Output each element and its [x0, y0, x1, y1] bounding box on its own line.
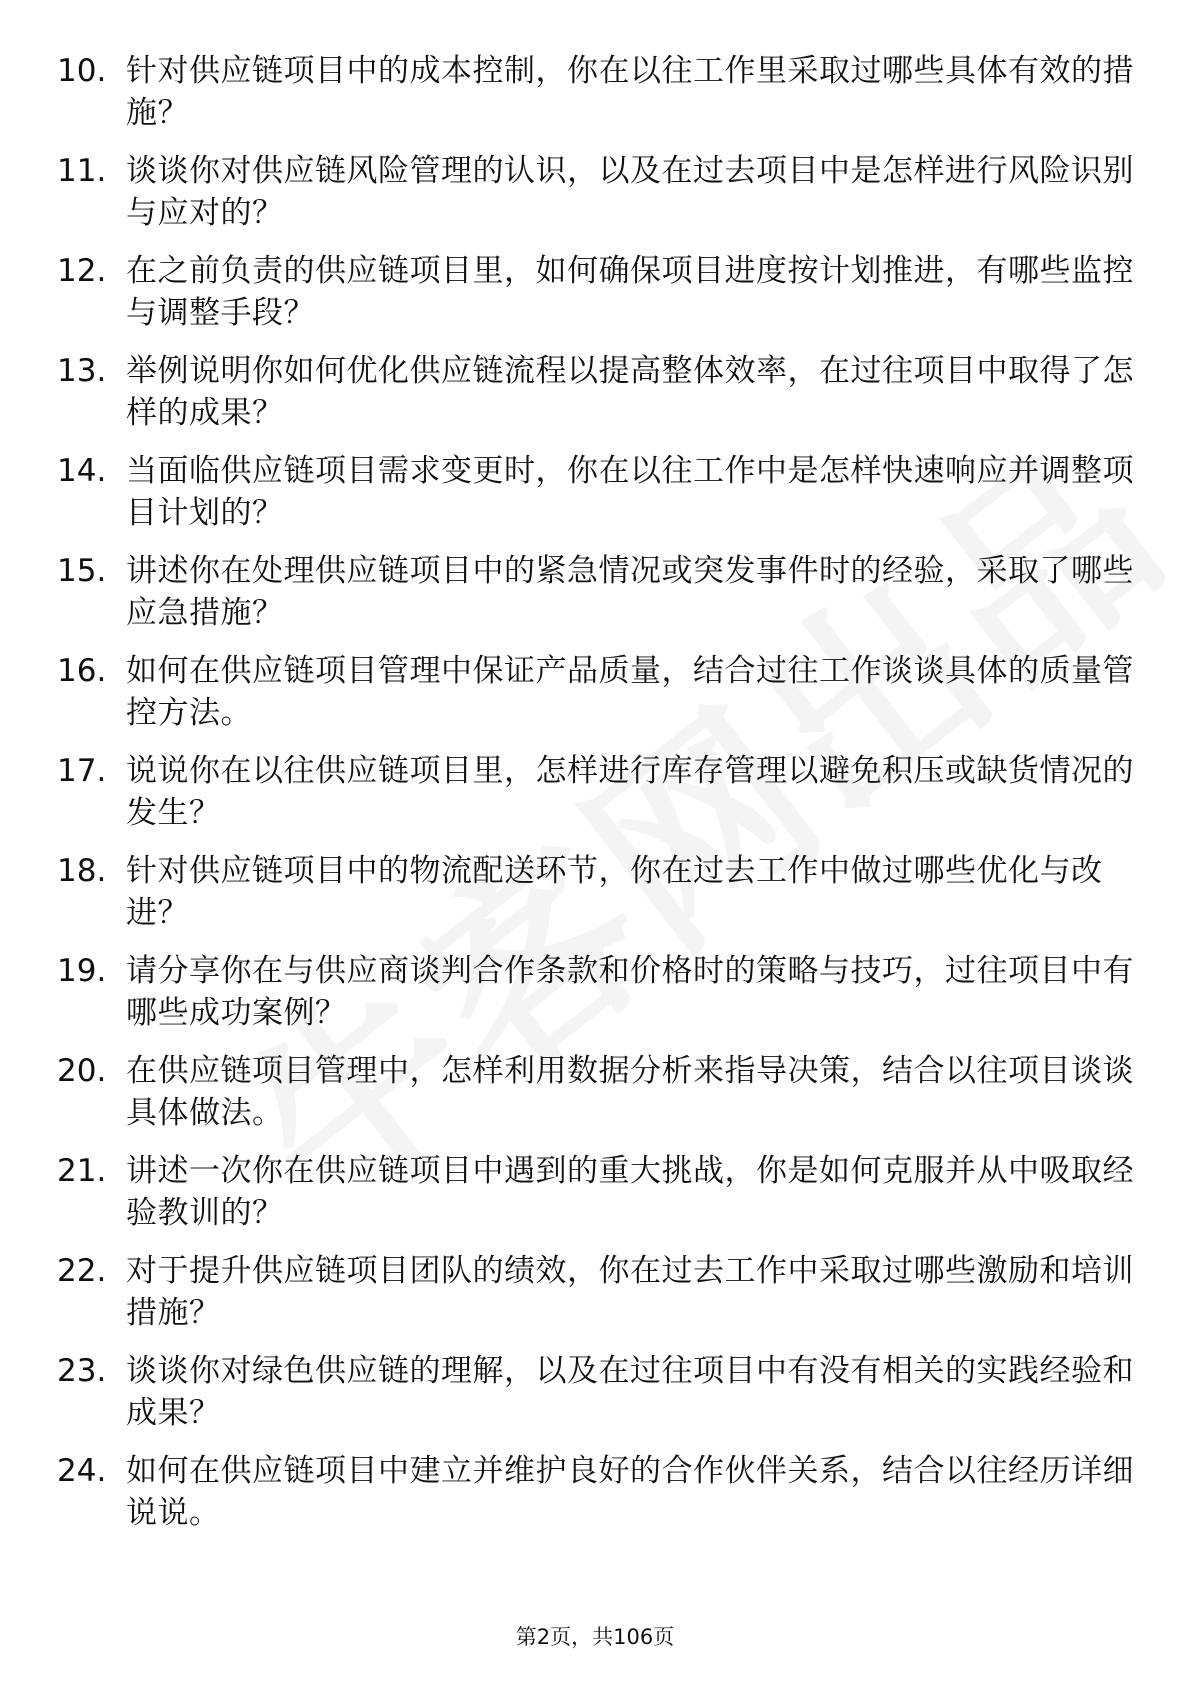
question-number: 19.: [57, 953, 107, 989]
question-number: 16.: [57, 653, 107, 689]
question-number: 21.: [57, 1153, 107, 1189]
question-item: [57, 450, 1137, 534]
question-item: [57, 650, 1137, 734]
question-number: 11.: [57, 153, 107, 189]
question-text: 讲述一次你在供应链项目中遇到的重大挑战，你是如何克服并从中吸取经验教训的？: [126, 1153, 1134, 1231]
question-number: 20.: [57, 1053, 107, 1089]
question-text: 针对供应链项目中的物流配送环节，你在过去工作中做过哪些优化与改进？: [126, 853, 1103, 931]
question-item: [57, 950, 1137, 1034]
question-item: [57, 1150, 1137, 1234]
question-item: [57, 350, 1137, 434]
question-text: 谈谈你对供应链风险管理的认识，以及在过去项目中是怎样进行风险识别与应对的？: [126, 153, 1134, 231]
question-number: 24.: [57, 1453, 107, 1489]
question-item: [57, 250, 1137, 334]
question-item: [57, 1450, 1137, 1534]
question-item: [57, 750, 1137, 834]
question-text: 对于提升供应链项目团队的绩效，你在过去工作中采取过哪些激励和培训措施？: [126, 1253, 1134, 1331]
page-footer: 第2页，共106页: [515, 1625, 675, 1649]
question-text: 请分享你在与供应商谈判合作条款和价格时的策略与技巧，过往项目中有哪些成功案例？: [126, 953, 1134, 1031]
question-text: 如何在供应链项目中建立并维护良好的合作伙伴关系，结合以往经历详细说说。: [126, 1453, 1134, 1531]
question-text: 如何在供应链项目管理中保证产品质量，结合过往工作谈谈具体的质量管控方法。: [126, 653, 1134, 731]
question-item: [57, 850, 1137, 934]
question-item: [57, 1350, 1137, 1434]
question-number: 15.: [57, 553, 107, 589]
question-text: 针对供应链项目中的成本控制，你在以往工作里采取过哪些具体有效的措施？: [126, 53, 1134, 131]
question-number: 13.: [57, 353, 107, 389]
question-number: 23.: [57, 1353, 107, 1389]
question-number: 17.: [57, 753, 107, 789]
question-item: [57, 1250, 1137, 1334]
question-list: [57, 50, 1137, 1550]
question-text: 在供应链项目管理中，怎样利用数据分析来指导决策，结合以往项目谈谈具体做法。: [126, 1053, 1134, 1131]
question-text: 举例说明你如何优化供应链流程以提高整体效率，在过往项目中取得了怎样的成果？: [126, 353, 1134, 431]
question-text: 在之前负责的供应链项目里，如何确保项目进度按计划推进，有哪些监控与调整手段？: [126, 253, 1134, 331]
question-number: 10.: [57, 53, 107, 89]
question-item: [57, 550, 1137, 634]
question-item: [57, 1050, 1137, 1134]
question-text: 谈谈你对绿色供应链的理解，以及在过往项目中有没有相关的实践经验和成果？: [126, 1353, 1134, 1431]
question-text: 当面临供应链项目需求变更时，你在以往工作中是怎样快速响应并调整项目计划的？: [126, 453, 1134, 531]
question-number: 22.: [57, 1253, 107, 1289]
question-number: 18.: [57, 853, 107, 889]
question-number: 12.: [57, 253, 107, 289]
question-number: 14.: [57, 453, 107, 489]
question-item: [57, 50, 1137, 134]
question-text: 讲述你在处理供应链项目中的紧急情况或突发事件时的经验，采取了哪些应急措施？: [126, 553, 1134, 631]
question-item: [57, 150, 1137, 234]
question-text: 说说你在以往供应链项目里，怎样进行库存管理以避免积压或缺货情况的发生？: [126, 753, 1134, 831]
